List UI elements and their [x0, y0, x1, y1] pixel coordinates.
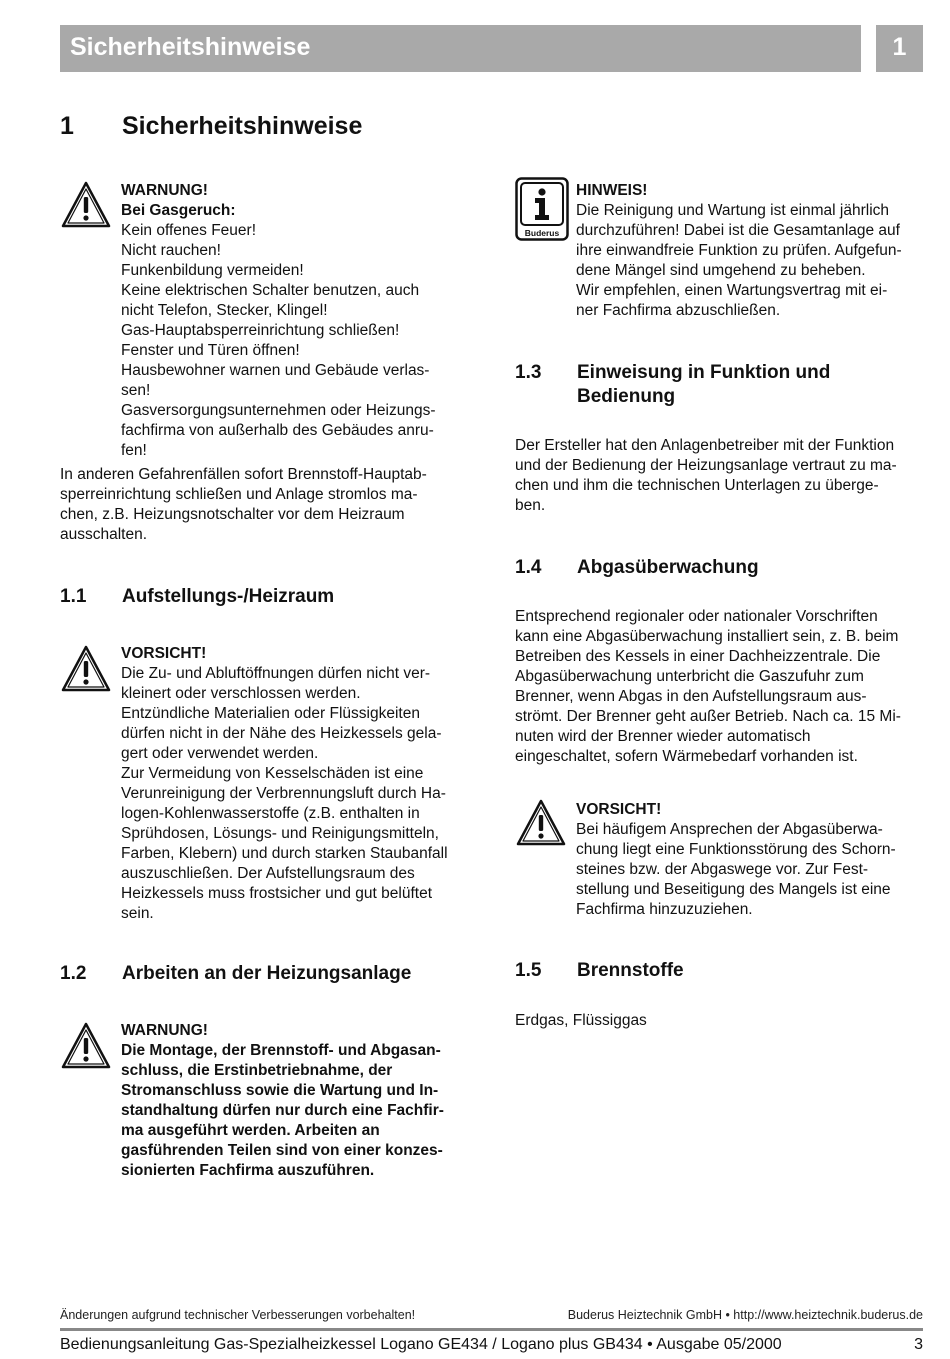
installation-warning-block [121, 1021, 481, 1181]
section-title: Aufstellungs-/Heizraum [122, 586, 335, 607]
text-line: chen und ihm die technischen Unterlagen zu überge- [515, 477, 879, 494]
section-number: 1.2 [60, 963, 87, 984]
hint-line: dene Mängel sind umgehend zu beheben. [576, 262, 866, 279]
installation-warning-line: sionierten Fachfirma auszuführen. [121, 1162, 375, 1179]
section-number: 1.5 [515, 960, 542, 981]
page-title-text: Sicherheitshinweise [122, 112, 363, 140]
gas-warning-block [121, 181, 471, 461]
room-caution-line: dürfen nicht in der Nähe des Heizkessels gela- [121, 725, 442, 742]
installation-warning-line: Die Montage, der Brennstoff- und Abgasan- [121, 1042, 441, 1059]
text-line: kann eine Abgasüberwachung installiert sein, z. B. beim [515, 628, 899, 645]
page-title-number: 1 [60, 112, 74, 140]
room-caution-line: Farben, Klebern) und durch starken Staubanfall [121, 845, 448, 862]
room-caution-label: VORSICHT! [121, 645, 207, 662]
warning-triangle-icon [60, 644, 112, 694]
exhaust-caution-block [576, 800, 931, 920]
text-line: ben. [515, 497, 546, 514]
room-caution-line: kleinert oder verschlossen werden. [121, 685, 361, 702]
footer-divider [60, 1328, 923, 1331]
gas-warning-line: fachfirma von außerhalb des Gebäudes anru- [121, 422, 434, 439]
text-line: Abgasüberwachung unterbricht die Gaszufuhr zum [515, 668, 864, 685]
hint-line: ner Fachfirma abzuschließen. [576, 302, 781, 319]
footer-note: Änderungen aufgrund technischer Verbesserungen vorbehalten! [60, 1308, 416, 1322]
gas-warning-subtitle: Bei Gasgeruch: [121, 202, 236, 219]
section-title: Brennstoffe [577, 960, 684, 981]
exhaust-caution-line: Bei häufigem Ansprechen der Abgasüberwa- [576, 821, 883, 838]
section-title: Arbeiten an der Heizungsanlage [122, 963, 412, 984]
gas-warning-line: Gas-Hauptabsperreinrichtung schließen! [121, 322, 400, 339]
gas-warning-line: Hausbewohner warnen und Gebäude verlas- [121, 362, 430, 379]
room-caution-line: gert oder verwendet werden. [121, 745, 319, 762]
intro-line: ausschalten. [60, 526, 148, 543]
gas-warning-label: WARNUNG! [121, 182, 208, 199]
installation-warning-line: ma ausgeführt werden. Arbeiten an [121, 1122, 380, 1139]
room-caution-line: Zur Vermeidung von Kesselschäden ist eine [121, 765, 424, 782]
gas-warning-line: nicht Telefon, Stecker, Klingel! [121, 302, 328, 319]
gas-warning-line: Fenster und Türen öffnen! [121, 342, 300, 359]
section-title-continued: Bedienung [577, 386, 676, 407]
section-1-3-text [515, 436, 930, 516]
intro-line: chen, z.B. Heizungsnotschalter vor dem Heizraum [60, 506, 405, 523]
page-number: 3 [914, 1336, 923, 1353]
room-caution-line: logen-Kohlenwasserstoffe (z.B. enthalten in [121, 805, 420, 822]
hint-line: durchzuführen! Dabei ist die Gesamtanlage auf [576, 222, 900, 239]
room-caution-line: auszuschließen. Der Aufstellungsraum des [121, 865, 415, 882]
text-line: eingeschaltet, sofern Wärmebedarf vorhanden ist. [515, 748, 858, 765]
intro-line: In anderen Gefahrenfällen sofort Brennstoff-Hauptab- [60, 466, 427, 483]
gas-warning-line: sen! [121, 382, 151, 399]
gas-warning-line: Gasversorgungsunternehmen oder Heizungs- [121, 402, 436, 419]
exhaust-caution-line: stellung und Beseitigung des Mangels ist eine [576, 881, 891, 898]
section-title: Abgasüberwachung [577, 557, 759, 578]
room-caution-line: Entzündliche Materialien oder Flüssigkeiten [121, 705, 420, 722]
room-caution-line: Verunreinigung der Verbrennungsluft durch Ha- [121, 785, 446, 802]
section-title: Einweisung in Funktion und [577, 362, 831, 383]
footer-company: Buderus Heiztechnik GmbH • http://www.heiztechnik.buderus.de [567, 1308, 923, 1322]
warning-triangle-icon [60, 1021, 112, 1071]
chapter-number: 1 [876, 25, 923, 72]
exhaust-caution-line: chung liegt eine Funktionsstörung des Schorn- [576, 841, 896, 858]
installation-warning-line: gasführenden Teilen sind von einer konzes- [121, 1142, 443, 1159]
room-caution-line: Die Zu- und Abluftöffnungen dürfen nicht ver- [121, 665, 431, 682]
gas-warning-line: Nicht rauchen! [121, 242, 221, 259]
intro-paragraph [60, 465, 480, 545]
hint-line: ihre einwandfreie Funktion zu prüfen. Aufgefun- [576, 242, 902, 259]
room-caution-line: sein. [121, 905, 154, 922]
hint-label: HINWEIS! [576, 182, 648, 199]
room-caution-line: Heizkessels muss frostsicher und gut belüftet [121, 885, 432, 902]
exhaust-caution-line: steines bzw. der Abgaswege vor. Zur Fest- [576, 861, 869, 878]
gas-warning-line: Keine elektrischen Schalter benutzen, auch [121, 282, 420, 299]
text-line: Entsprechend regionaler oder nationaler Vorschriften [515, 608, 878, 625]
installation-warning-line: Stromanschluss sowie die Wartung und In- [121, 1082, 439, 1099]
brand-caption: Buderus [524, 228, 560, 238]
text-line: Der Ersteller hat den Anlagenbetreiber mit der Funktion [515, 437, 895, 454]
hint-line: Die Reinigung und Wartung ist einmal jährlich [576, 202, 890, 219]
installation-warning-label: WARNUNG! [121, 1022, 208, 1039]
gas-warning-line: fen! [121, 442, 147, 459]
fuels-text: Erdgas, Flüssiggas [515, 1012, 647, 1029]
room-caution-block [121, 644, 481, 924]
gas-warning-line: Kein offenes Feuer! [121, 222, 256, 239]
section-1-4-text [515, 607, 930, 767]
exhaust-caution-label: VORSICHT! [576, 801, 662, 818]
exhaust-caution-line: Fachfirma hinzuzuziehen. [576, 901, 753, 918]
warning-triangle-icon [60, 180, 112, 230]
intro-line: sperreinrichtung schließen und Anlage stromlos ma- [60, 486, 418, 503]
gas-warning-line: Funkenbildung vermeiden! [121, 262, 304, 279]
section-number: 1.3 [515, 362, 542, 383]
section-number: 1.4 [515, 557, 542, 578]
room-caution-line: Sprühdosen, Lösungs- und Reinigungsmitteln, [121, 825, 439, 842]
text-line: Betreiben des Kessels in einer Dachheizzentrale. Die [515, 648, 881, 665]
installation-warning-line: schluss, die Erstinbetriebnahme, der [121, 1062, 393, 1079]
footer-manual-title: Bedienungsanleitung Gas-Spezialheizkessel Logano GE434 / Logano plus GB434 • Ausgabe 05/2000 [60, 1336, 782, 1353]
text-line: und der Bedienung der Heizungsanlage vertraut zu ma- [515, 457, 897, 474]
installation-warning-line: standhaltung dürfen nur durch eine Fachfir- [121, 1102, 444, 1119]
text-line: strömt. Der Brenner geht außer Betrieb. Nach ca. 15 Mi- [515, 708, 901, 725]
section-number: 1.1 [60, 586, 87, 607]
text-line: nuten wird der Brenner wieder automatisch [515, 728, 811, 745]
hint-line: Wir empfehlen, einen Wartungsvertrag mit ei- [576, 282, 888, 299]
header-title: Sicherheitshinweise [60, 25, 861, 72]
warning-triangle-icon [515, 798, 567, 848]
hint-block [576, 181, 931, 321]
text-line: Brenner, wenn Abgas in den Aufstellungsraum aus- [515, 688, 867, 705]
